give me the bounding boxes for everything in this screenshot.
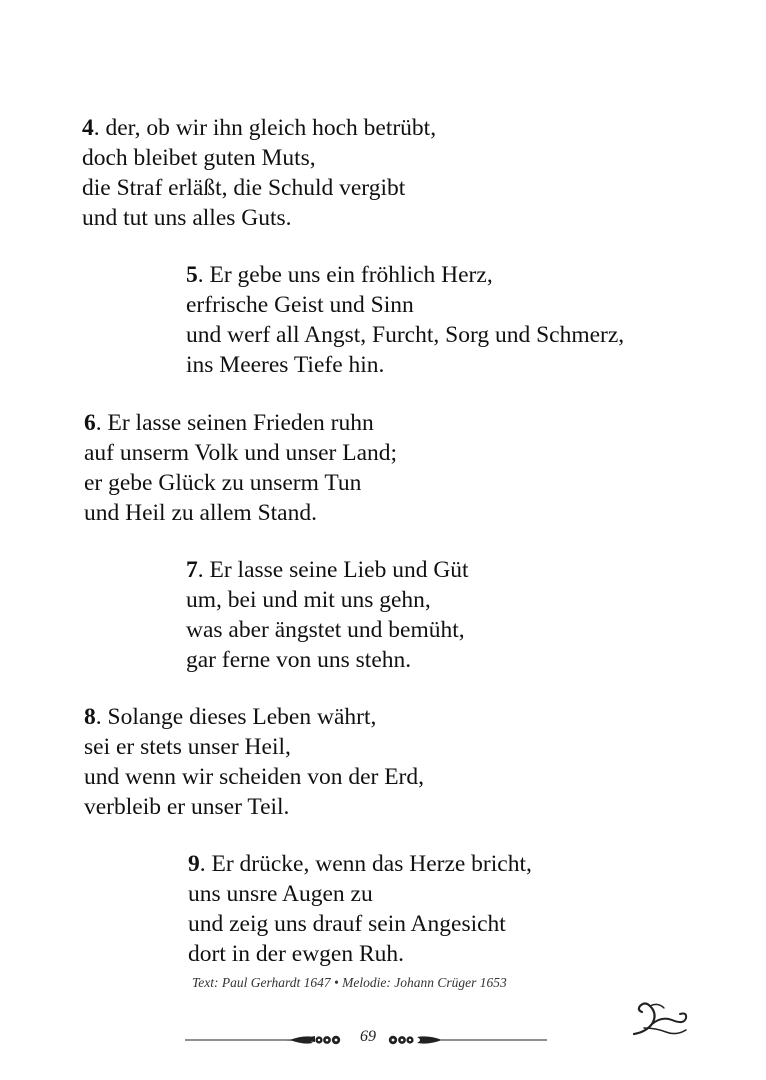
- stanza-line: dort in der ewgen Ruh.: [188, 941, 405, 967]
- stanza-number: 6: [84, 410, 96, 436]
- page-number: 69: [360, 1028, 376, 1045]
- stanza-line: um, bei und mit uns gehn,: [186, 587, 431, 613]
- stanza-8: [84, 702, 424, 822]
- stanza-line: was aber ängstet und bemüht,: [186, 617, 465, 643]
- stanza-first-line: [82, 113, 436, 143]
- stanza-5: [186, 260, 624, 380]
- stanza-line: uns unsre Augen zu: [188, 881, 373, 907]
- stanza-line-text: . Er lasse seine Lieb und Güt: [197, 557, 469, 583]
- stanza-line: die Straf erläßt, die Schuld vergibt: [82, 175, 406, 201]
- stanza-9: [188, 849, 532, 969]
- stanza-line: und zeig uns drauf sein Angesicht: [188, 911, 506, 937]
- stanza-line: sei er stets unser Heil,: [84, 734, 291, 760]
- stanza-line: verbleib er unser Teil.: [84, 794, 290, 820]
- hymn-credit: Text: Paul Gerhardt 1647 • Melodie: Johann Crüger 1653: [192, 975, 507, 990]
- stanza-number: 4: [82, 115, 94, 141]
- stanza-first-line: [186, 260, 624, 290]
- stanza-line: er gebe Glück zu unserm Tun: [84, 470, 362, 496]
- stanza-line: ins Meeres Tiefe hin.: [186, 352, 385, 378]
- corner-flourish-icon: [632, 998, 690, 1038]
- stanza-line: gar ferne von uns stehn.: [186, 647, 412, 673]
- stanza-line-text: . der, ob wir ihn gleich hoch betrübt,: [93, 115, 437, 141]
- stanza-line: und Heil zu allem Stand.: [84, 500, 317, 526]
- stanza-line: und tut uns alles Guts.: [82, 205, 292, 231]
- stanza-7: [186, 555, 469, 675]
- stanza-number: 8: [84, 704, 96, 730]
- page-footer: [185, 1026, 547, 1052]
- stanza-line: und werf all Angst, Furcht, Sorg und Schmerz,: [186, 322, 625, 348]
- stanza-first-line: [84, 408, 397, 438]
- stanza-number: 9: [188, 851, 200, 877]
- stanza-line-text: . Er gebe uns ein fröhlich Herz,: [197, 262, 493, 288]
- stanza-line-text: . Er drücke, wenn das Herze bricht,: [199, 851, 532, 877]
- stanza-line: erfrische Geist und Sinn: [186, 292, 414, 318]
- stanza-line: doch bleibet guten Muts,: [82, 145, 316, 171]
- stanza-line: und wenn wir scheiden von der Erd,: [84, 764, 425, 790]
- stanza-6: [84, 408, 397, 528]
- stanza-line: auf unserm Volk und unser Land;: [84, 440, 398, 466]
- stanza-number: 5: [186, 262, 198, 288]
- stanza-line-text: . Solange dieses Leben währt,: [95, 704, 377, 730]
- stanza-first-line: [188, 849, 532, 879]
- stanza-first-line: [186, 555, 469, 585]
- stanza-first-line: [84, 702, 424, 732]
- stanza-4: [82, 113, 436, 233]
- stanza-number: 7: [186, 557, 198, 583]
- stanza-line-text: . Er lasse seinen Frieden ruhn: [95, 410, 374, 436]
